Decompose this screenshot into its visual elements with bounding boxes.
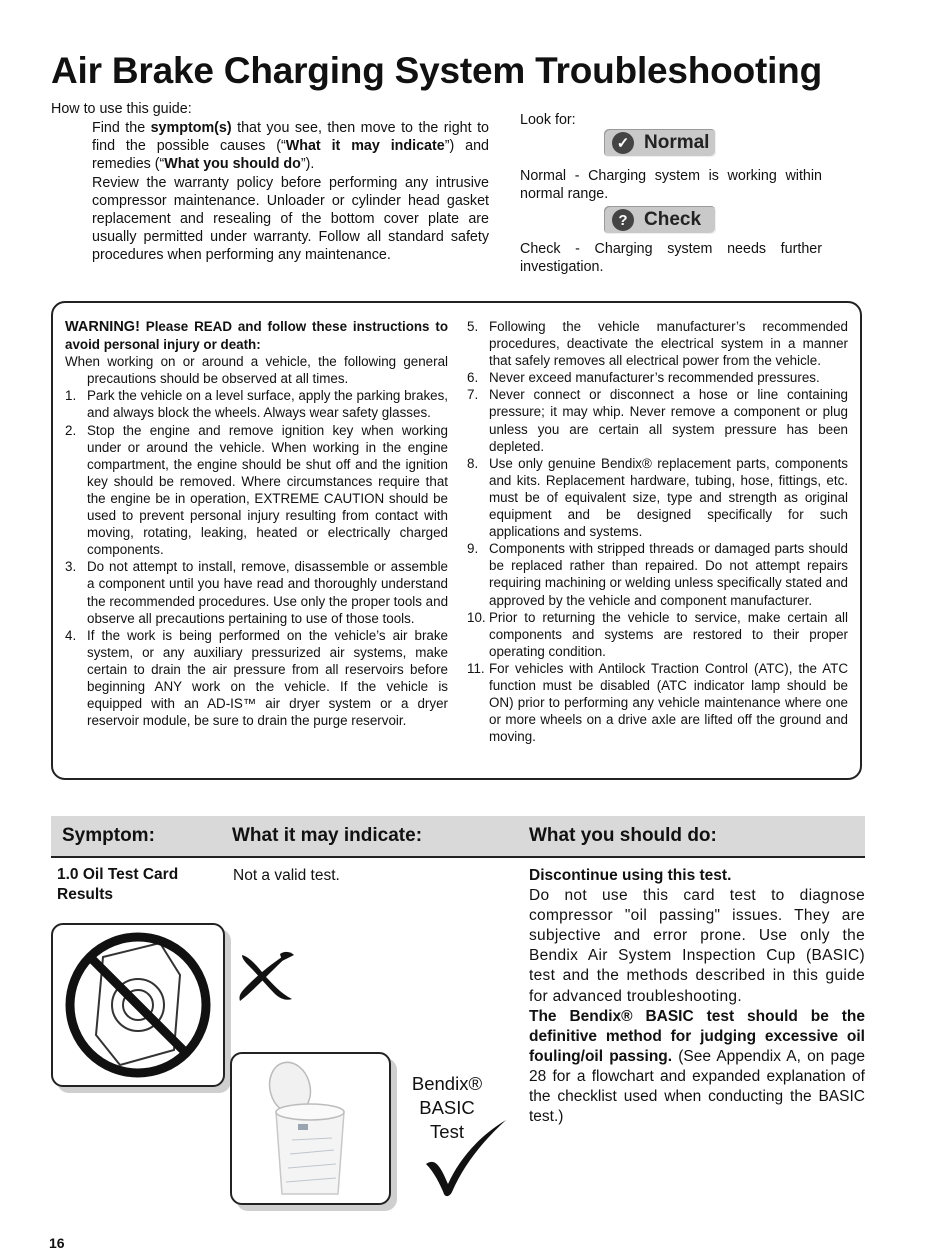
warning-item	[467, 609, 848, 660]
warning-list-left	[65, 387, 448, 729]
warning-item-text: If the work is being performed on the vehicle’s air brake system, or any auxiliary pressurized air systems, make certain to drain the air pressure from all reservoirs before beginning ANY work on the vehicle. If the vehicle is equipped with an AD-IS™ air dryer system or a dryer reservoir module, be sure to drain the purge reservoir.	[87, 627, 448, 729]
warning-item	[467, 369, 848, 386]
warning-item-number: 10.	[467, 609, 486, 625]
warning-item-number: 8.	[467, 455, 479, 471]
warning-item	[65, 627, 448, 730]
todo-text	[529, 866, 865, 1127]
col-symptom: Symptom:	[62, 825, 155, 846]
check-mark-icon	[424, 1118, 510, 1198]
page-number: 16	[49, 1235, 65, 1251]
warning-item-text: Never connect or disconnect a hose or line containing pressure; it may whip. Never remove a component or plug unless you are certain all system pressure has been depleted.	[489, 387, 848, 454]
warning-item-number: 9.	[467, 541, 479, 557]
prohibited-oil-card-icon	[51, 923, 225, 1087]
warning-intro: When working on or around a vehicle, the following general precautions should be observed at all times.	[65, 354, 448, 387]
warning-item-text: Components with stripped threads or damaged parts should be replaced rather than repaired. Do not attempt repairs requiring machining or welding unless specifically stated and approved by the vehicle and component manufacturer.	[489, 541, 848, 608]
todo-bold-note: The Bendix® BASIC test should be the definitive method for judging excessive oil fouling/oil passing. (See Appendix A, on page 28 for a flowchart and expanded explanation of the checklist used when conducting the BASIC test.)	[529, 1007, 865, 1126]
normal-badge-label: Normal	[644, 132, 710, 153]
warning-item-number: 4.	[65, 627, 77, 643]
check-badge	[604, 206, 716, 234]
todo-body: Do not use this card test to diagnose compressor "oil passing" issues. They are subjective and error prone. Use only the Bendix Air System Inspection Cup (BASIC) test and the methods described in this guide for advanced troubleshooting.	[529, 887, 865, 1005]
warning-item	[65, 558, 448, 626]
col-todo: What you should do:	[529, 825, 717, 846]
todo-heading: Discontinue using this test.	[529, 867, 732, 884]
warning-item	[467, 540, 848, 608]
warning-list-right	[467, 318, 848, 745]
check-badge-label: Check	[644, 209, 702, 230]
warning-item	[65, 422, 448, 559]
howto-paragraph-1: Find the symptom(s) that you see, then move to the right to find the possible causes (“What it may indicate”) and remedies (“What you should do”).	[92, 120, 489, 173]
warning-item-text: Following the vehicle manufacturer’s recommended procedures, deactivate the electrical system in a manner that safely removes all electrical power from the vehicle.	[489, 319, 848, 369]
cross-mark-icon	[236, 949, 298, 1005]
warning-item-text: Never exceed manufacturer’s recommended pressures.	[489, 370, 820, 386]
question-icon: ?	[612, 209, 634, 231]
howto-body	[92, 119, 489, 265]
normal-badge	[604, 129, 716, 157]
howto-heading: How to use this guide:	[51, 101, 192, 117]
warning-heading: WARNING! Please READ and follow these instructions to avoid personal injury or death:	[65, 319, 448, 353]
warning-item-text: Prior to returning the vehicle to service, make certain all components and systems are restored to their proper operating condition.	[489, 609, 848, 659]
warning-item-number: 2.	[65, 422, 77, 438]
howto-paragraph-2: Review the warranty policy before performing any intrusive compressor maintenance. Unloader or cylinder head gasket replacement and resealing of the bottom cover plate are usually permitted under warranty. Follow all standard safety procedures when performing any maintenance.	[92, 174, 489, 264]
page-title: Air Brake Charging System Troubleshooting	[51, 50, 822, 91]
indicate-text: Not a valid test.	[233, 867, 340, 884]
warning-item	[467, 455, 848, 540]
warning-item	[467, 660, 848, 745]
check-description: Check - Charging system needs further investigation.	[520, 241, 822, 276]
checkmark-icon: ✓	[612, 132, 634, 154]
warning-item	[467, 318, 848, 369]
warning-item-text: Do not attempt to install, remove, disassemble or assemble a component until you have read and thoroughly understand the recommended procedures. Use only the proper tools and observe all precautions pertaining to use of those tools.	[87, 559, 449, 626]
basic-label-line1: Bendix®	[411, 1073, 483, 1094]
warning-item-text: Stop the engine and remove ignition key when working under or around the vehicle. When working in the engine compartment, the engine should be shut off and the ignition key should be removed. Where circumstances require that the engine be in operation, EXTREME CAUTION should be used to prevent personal injury resulting from contact with moving, rotating, leaking, heated or electrically charged components.	[87, 422, 448, 558]
warning-column-right	[467, 318, 848, 745]
warning-item-number: 5.	[467, 319, 479, 334]
warning-item	[65, 387, 448, 421]
normal-description: Normal - Charging system is working within normal range.	[520, 168, 822, 203]
warning-item-text: Park the vehicle on a level surface, apply the parking brakes, and always block the wheels. Always wear safety glasses.	[87, 388, 449, 421]
warning-item-text: Use only genuine Bendix® replacement parts, components and kits. Replacement hardware, tubing, hose, fittings, etc. must be of equivalent size, type and strength as original equipment and be designed specifically for such applications and systems.	[489, 455, 848, 540]
warning-item-text: For vehicles with Antilock Traction Control (ATC), the ATC function must be disabled (ATC indicator lamp should be ON) prior to performing any vehicle maintenance where one or more wheels on a drive axle are lifted off the ground and moving.	[489, 660, 848, 745]
warning-item-number: 3.	[65, 559, 77, 575]
warning-item	[467, 386, 848, 454]
basic-cup-icon	[230, 1052, 391, 1205]
warning-item-number: 7.	[467, 387, 479, 403]
warning-item-number: 1.	[65, 388, 77, 404]
table-header	[51, 816, 865, 858]
basic-label-line2: BASIC Test	[419, 1097, 475, 1142]
col-indicate: What it may indicate:	[232, 825, 423, 846]
lookfor-label: Look for:	[520, 112, 576, 128]
symptom-text: 1.0 Oil Test Card Results	[57, 866, 179, 903]
warning-column-left	[65, 318, 448, 729]
warning-item-number: 11.	[467, 660, 485, 676]
warning-item-number: 6.	[467, 370, 479, 386]
